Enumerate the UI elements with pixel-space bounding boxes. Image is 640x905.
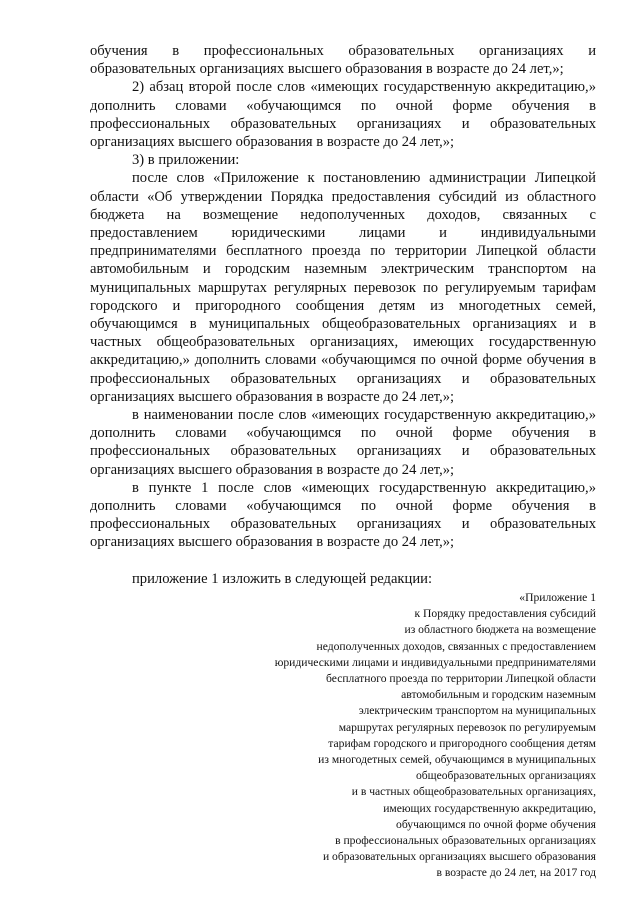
paragraph-item-2: 2) абзац второй после слов «имеющих государственную аккредитацию,» дополнить словами «обучающимся по очной форме обучения в профессиональных образовательных организациях и образовательных организациях высшего образования в возрасте до 24 лет,»; — [90, 79, 596, 151]
appendix-header-line: к Порядку предоставления субсидий — [414, 607, 596, 621]
appendix-header-line: тарифам городского и пригородного сообщения детям — [328, 736, 596, 750]
paragraph-in-title: в наименовании после слов «имеющих государственную аккредитацию,» дополнить словами «обучающимся по очной форме обучения в профессиональных образовательных организациях и образовательных организациях высшего образования в возрасте до 24 лет,»; — [90, 407, 596, 478]
appendix-header-line: автомобильным и городским наземным — [401, 688, 596, 702]
appendix-header-line: имеющих государственную аккредитацию, — [383, 801, 596, 815]
appendix-header-line: маршрутах регулярных перевозок по регулируемым — [338, 720, 596, 734]
appendix-header-line: юридическими лицами и индивидуальными предпринимателями — [274, 655, 596, 669]
appendix-header-line: в профессиональных образовательных организациях — [335, 833, 596, 847]
paragraph-after-words: после слов «Приложение к постановлению администрации Липецкой области «Об утверждении Порядка предоставления субсидий из областного бюджета на возмещение недополученных доходов, связанных с предоставлением юридическими лицами и индивидуальными предпринимателями бесплатного проезда по территории Липецкой области автомобильным и городским наземным электрическим транспортом на муниципальных маршрутах регулярных перевозок по регулируемым тарифам городского и пригородного сообщения детям из многодетных семей, обучающимся в муниципальных общеобразовательных организациях и в частных общеобразовательных организациях, имеющих государственную аккредитацию,» дополнить словами «обучающимся по очной форме обучения в профессиональных образовательных организациях и образовательных организациях высшего образования в возрасте до 24 лет,»; — [90, 170, 596, 405]
appendix-header — [90, 590, 596, 882]
appendix-header-line: «Приложение 1 — [519, 590, 596, 604]
paragraph-in-clause-1: в пункте 1 после слов «имеющих государственную аккредитацию,» дополнить словами «обучающимся по очной форме обучения в профессиональных образовательных организациях и образовательных организациях высшего образования в возрасте до 24 лет,»; — [90, 479, 596, 551]
appendix-header-line: в возрасте до 24 лет, на 2017 год — [436, 866, 596, 880]
paragraph-continuation: обучения в профессиональных образовательных организациях и образовательных организациях высшего образования в возрасте до 24 лет,»; — [90, 43, 596, 78]
appendix-header-line: общеобразовательных организациях — [415, 769, 596, 783]
appendix-header-line: из областного бюджета на возмещение — [404, 623, 596, 637]
paragraph-item-3: 3) в приложении: — [132, 152, 240, 169]
spacer — [90, 552, 596, 570]
appendix-header-line: недополученных доходов, связанных с предоставлением — [316, 639, 596, 653]
appendix-intro: приложение 1 изложить в следующей редакции: — [132, 570, 432, 587]
appendix-header-line: обучающимся по очной форме обучения — [396, 817, 596, 831]
amendment-text — [90, 42, 596, 552]
appendix-header-line: и в частных общеобразовательных организациях, — [351, 785, 596, 799]
appendix-header-line: из многодетных семей, обучающимся в муниципальных — [318, 752, 596, 766]
document-page — [90, 42, 596, 882]
appendix-header-line: бесплатного проезда по территории Липецкой области — [326, 671, 596, 685]
appendix-header-line: электрическим транспортом на муниципальных — [358, 704, 596, 718]
appendix-header-line: и образовательных организациях высшего образования — [322, 850, 596, 864]
